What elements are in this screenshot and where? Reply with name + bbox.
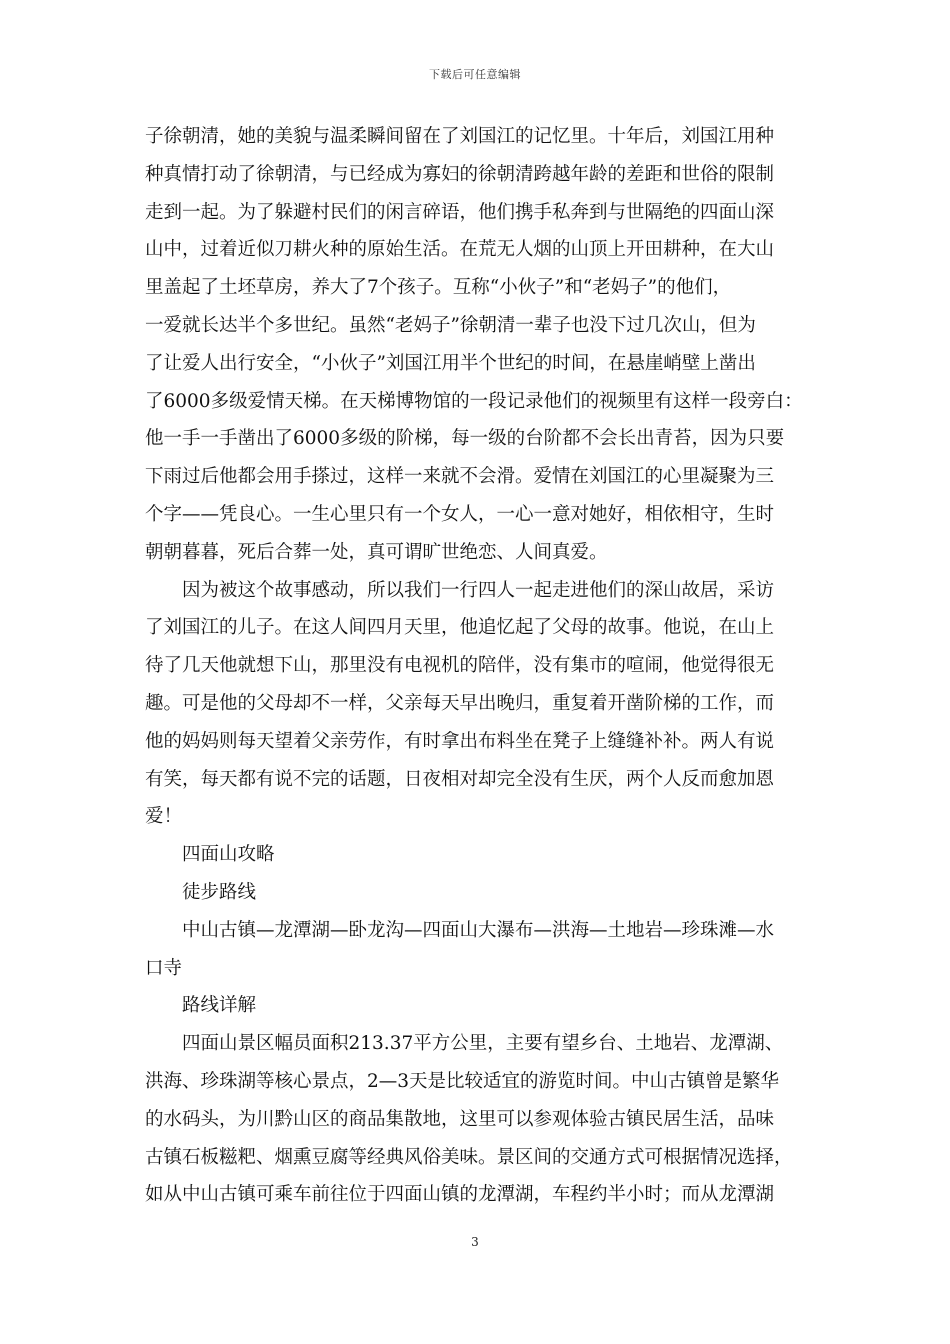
text-line: 山中，过着近似刀耕火种的原始生活。在荒无人烟的山顶上开田耕种，在大山: [145, 239, 775, 261]
page-header: 下载后可任意编辑: [429, 68, 521, 81]
text-line: 了让爱人出行安全，“小伙子”刘国江用半个世纪的时间，在悬崖峭壁上凿出: [145, 352, 756, 374]
text-line: 子徐朝清，她的美貌与温柔瞬间留在了刘国江的记忆里。十年后，刘国江用种: [145, 126, 775, 147]
text-line: 种真情打动了徐朝清，与已经成为寡妇的徐朝清跨越年龄的差距和世俗的限制: [145, 163, 775, 185]
text-line: 爱！: [145, 806, 183, 828]
text-line: 路线详解: [182, 995, 257, 1017]
text-line: 有笑，每天都有说不完的话题，日夜相对却完全没有生厌，两个人反而愈加恩: [145, 768, 775, 790]
page-number: 3: [471, 1235, 479, 1249]
text-line: 他一手一手凿出了6000多级的阶梯，每一级的台阶都不会长出青苔，因为只要: [145, 428, 785, 450]
text-line: 下雨过后他都会用手搽过，这样一来就不会滑。爱情在刘国江的心里凝聚为三: [145, 466, 775, 488]
text-line: 洪海、珍珠湖等核心景点，2—3天是比较适宜的游览时间。中山古镇曾是繁华: [145, 1070, 780, 1092]
text-line: 四面山景区幅员面积213.37平方公里，主要有望乡台、土地岩、龙潭湖、: [182, 1033, 784, 1055]
text-line: 中山古镇—龙潭湖—卧龙沟—四面山大瀑布—洪海—土地岩—珍珠滩—水: [182, 919, 775, 941]
text-line: 了刘国江的儿子。在这人间四月天里，他追忆起了父母的故事。他说，在山上: [145, 617, 775, 639]
text-line: 了6000多级爱情天梯。在天梯博物馆的一段记录他们的视频里有这样一段旁白：: [145, 390, 803, 412]
text-line: 个字——凭良心。一生心里只有一个女人，一心一意对她好，相依相守，生时: [145, 503, 775, 525]
text-line: 走到一起。为了躲避村民们的闲言碎语，他们携手私奔到与世隔绝的四面山深: [145, 201, 775, 223]
text-line: 如从中山古镇可乘车前往位于四面山镇的龙潭湖，车程约半小时；而从龙潭湖: [145, 1184, 775, 1206]
text-line: 里盖起了土坯草房，养大了7个孩子。互称“小伙子”和“老妈子”的他们，: [145, 277, 732, 299]
text-line: 他的妈妈则每天望着父亲劳作，有时拿出布料坐在凳子上缝缝补补。两人有说: [145, 730, 775, 752]
document-body: [145, 118, 805, 1214]
text-line: 的水码头，为川黔山区的商品集散地，这里可以参观体验古镇民居生活，品味: [145, 1108, 775, 1130]
text-line: 古镇石板糍粑、烟熏豆腐等经典风俗美味。景区间的交通方式可根据情况选择，: [145, 1146, 793, 1168]
text-line: 趣。可是他的父母却不一样，父亲每天早出晚归，重复着开凿阶梯的工作，而: [145, 692, 775, 714]
text-line: 一爱就长达半个多世纪。虽然“老妈子”徐朝清一辈子也没下过几次山，但为: [145, 314, 756, 336]
text-line: 朝朝暮暮，死后合葬一处，真可谓旷世绝恋、人间真爱。: [145, 541, 608, 563]
text-line: 口寺: [145, 957, 183, 979]
text-line: 四面山攻略: [182, 844, 275, 866]
text-line: 因为被这个故事感动，所以我们一行四人一起走进他们的深山故居，采访: [182, 579, 775, 601]
text-line: 徒步路线: [182, 881, 257, 903]
text-line: 待了几天他就想下山，那里没有电视机的陪伴，没有集市的喧闹，他觉得很无: [145, 655, 775, 677]
